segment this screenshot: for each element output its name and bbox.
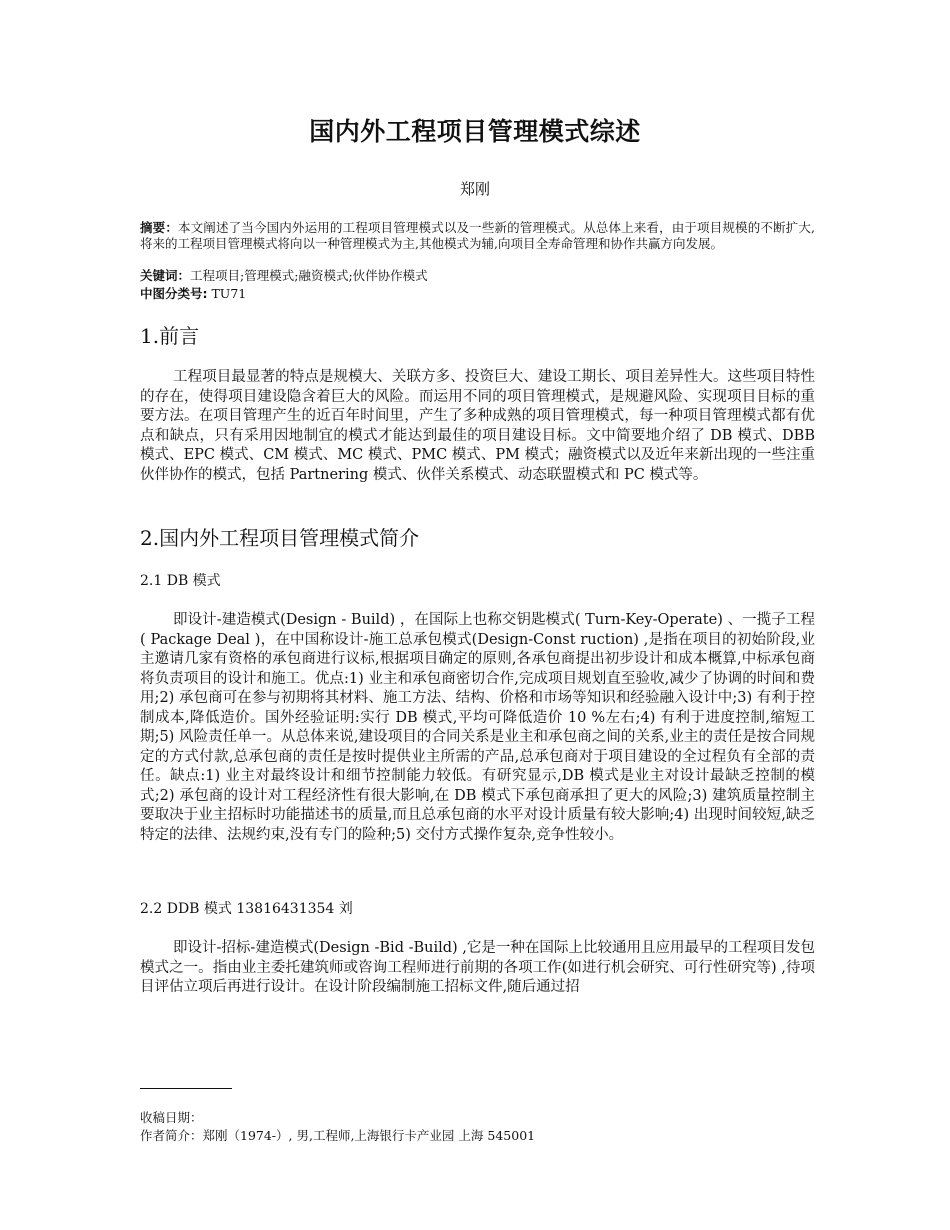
keywords-label: 关键词： [140,268,191,283]
classification-code: TU71 [207,286,247,301]
keywords-text: 工程项目;管理模式;融资模式;伙伴协作模式 [190,268,428,283]
abstract-label: 摘要： [140,220,178,235]
footnote-author-bio: 作者简介：郑刚（1974-）, 男,工程师,上海银行卡产业园 上海 545001 [140,1128,536,1143]
subsection-heading-ddb: 2.2 DDB 模式 13816431354 刘 [140,901,353,917]
footnote-divider [140,1088,232,1089]
subsection-heading-db: 2.1 DB 模式 [140,573,221,589]
abstract-text: 本文阐述了当今国内外运用的工程项目管理模式以及一些新的管理模式。从总体上来看，由于项目规模的不断扩大,将来的工程项目管理模式将向以一种管理模式为主,其他模式为辅,向项目全寿命管理和协作共赢方向发展。 [140,220,815,251]
paper-title: 国内外工程项目管理模式综述 [309,117,641,146]
section-heading-introduction: 1.前言 [140,324,200,348]
section-paragraph-introduction: 工程项目最显著的特点是规模大、关联方多、投资巨大、建设工期长、项目差异性大。这些项目特性的存在，使得项目建设隐含着巨大的风险。而运用不同的项目管理模式，是规避风险、实现项目目标的重要方法。在项目管理产生的近百年时间里，产生了多种成熟的项目管理模式，每一种项目管理模式都有优点和缺点，只有采用因地制宜的模式才能达到最佳的项目建设目标。文中简要地介绍了 DB 模式、DBB 模式、EPC 模式、CM 模式、MC 模式、PMC 模式、PM 模式；融资模式以及近年来新出现的一些注重伙伴协作的模式，包括 Partnering 模式、伙伴关系模式、动态联盟模式和 PC 模式等。 [140,369,815,483]
section-heading-overview: 2.国内外工程项目管理模式简介 [140,526,420,550]
classification-block [140,286,815,302]
classification-label: 中图分类号: [140,286,208,301]
subsection-paragraph-db: 即设计-建造模式(Design - Build) ，在国际上也称交钥匙模式( Turn-Key-Operate) 、一揽子工程( Package Deal )，在中国称设计-施工总承包模式(Design-Const ruction) ,是指在项目的初始阶段,业主邀请几家有资格的承包商进行议标,根据项目确定的原则,各承包商提出初步设计和成本概算,中标承包商将负责项目的设计和施工。优点:1) 业主和承包商密切合作,完成项目规划直至验收,减少了协调的时间和费用;2) 承包商可在参与初期将其材料、施工方法、结构、价格和市场等知识和经验融入设计中;3) 有利于控制成本,降低造价。国外经验证明:实行 DB 模式,平均可降低造价 10 %左右;4) 有利于进度控制,缩短工期;5) 风险责任单一。从总体来说,建设项目的合同关系是业主和承包商之间的关系,业主的责任是按合同规定的方式付款,总承包商的责任是按时提供业主所需的产品,总承包商对于项目建设的全过程负有全部的责任。缺点:1) 业主对最终设计和细节控制能力较低。有研究显示,DB 模式是业主对设计最缺乏控制的模式;2) 承包商的设计对工程经济性有很大影响,在 DB 模式下承包商承担了更大的风险;3) 建筑质量控制主要取决于业主招标时功能描述书的质量,而且总承包商的水平对设计质量有较大影响;4) 出现时间较短,缺乏特定的法律、法规约束,没有专门的险种;5) 交付方式操作复杂,竞争性较小。 [140,612,815,843]
abstract-block [140,220,815,252]
keywords-block [140,268,815,284]
author-name: 郑刚 [459,180,490,198]
footnote-received-date: 收稿日期： [140,1110,203,1125]
subsection-paragraph-ddb: 即设计-招标-建造模式(Design -Bid -Build) ,它是一种在国际上比较通用且应用最早的工程项目发包模式之一。指由业主委托建筑师或咨询工程师进行前期的各项工作(如进行机会研究、可行性研究等) ,待项目评估立项后再进行设计。在设计阶段编制施工招标文件,随后通过招 [140,940,815,995]
